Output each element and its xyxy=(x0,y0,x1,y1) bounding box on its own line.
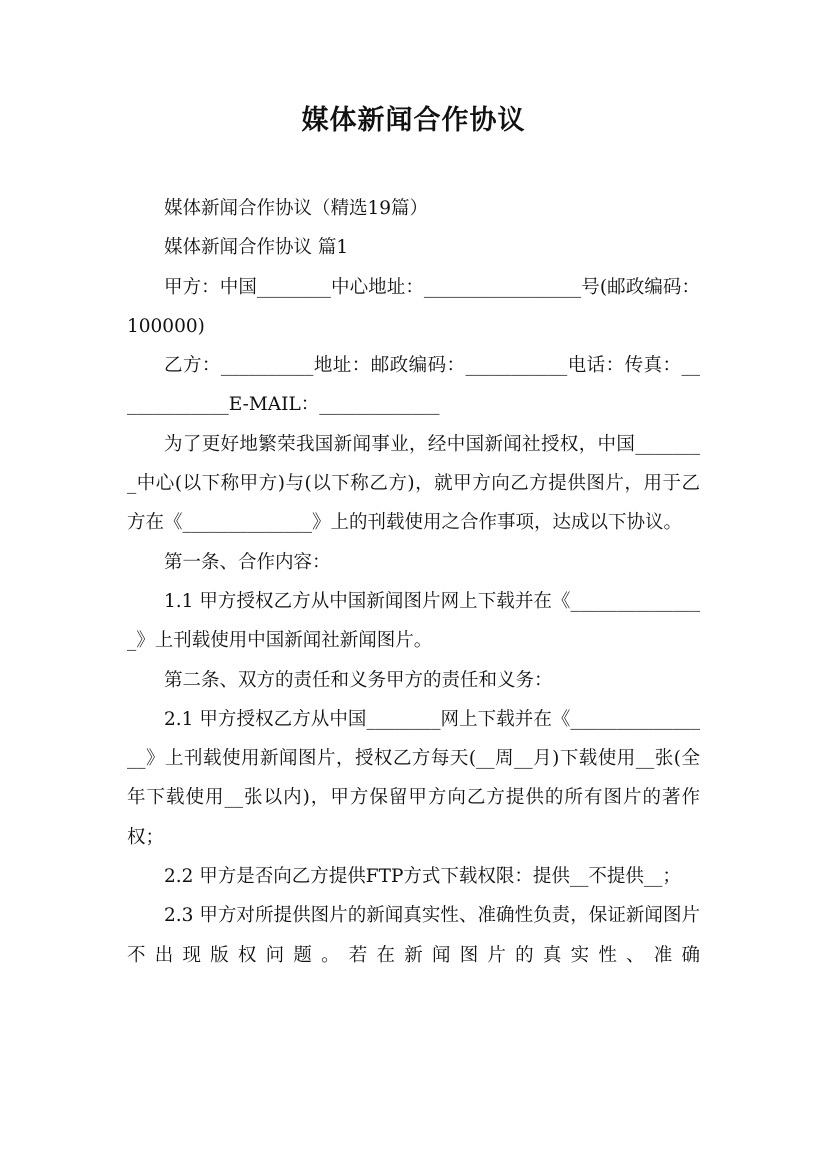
paragraph-clause-2-1: 2.1 甲方授权乙方从中国________网上下载并在《________________》上刊载使用新闻图片，授权乙方每天(__周__月)下载使用__张(全年下载使用__张以内)，甲方保留甲方向乙方提供的所有图片的著作权； xyxy=(127,708,700,848)
paragraph-clause-2-3: 2.3 甲方对所提供图片的新闻真实性、准确性负责，保证新闻图片不出现版权问题。若在新闻图片的真实性、准确 xyxy=(127,905,700,966)
document-body xyxy=(127,189,700,975)
paragraph-party-a: 甲方：中国________中心地址：_________________号(邮政编码：100000) xyxy=(127,276,700,337)
paragraph-clause-2-2: 2.2 甲方是否向乙方提供FTP方式下载权限：提供__不提供__； xyxy=(164,866,681,888)
paragraph-subtitle: 媒体新闻合作协议（精选19篇） xyxy=(164,198,429,219)
document-title: 媒体新闻合作协议 xyxy=(301,105,526,136)
paragraph-article-2: 第二条、双方的责任和义务甲方的责任和义务： xyxy=(164,669,553,691)
paragraph-section-heading: 媒体新闻合作协议 篇1 xyxy=(164,237,349,259)
paragraph-party-b: 乙方：__________地址：邮政编码：___________电话：传真：_____________E-MAIL：_____________ xyxy=(127,355,700,416)
paragraph-preamble: 为了更好地繁荣我国新闻事业，经中国新闻社授权，中国________中心(以下称甲方)与(以下称乙方)，就甲方向乙方提供图片，用于乙方在《______________》上的刊载使用之合作事项，达成以下协议。 xyxy=(127,433,700,534)
paragraph-article-1: 第一条、合作内容： xyxy=(164,551,331,573)
paragraph-clause-1-1: 1.1 甲方授权乙方从中国新闻图片网上下载并在《_______________》上刊载使用中国新闻社新闻图片。 xyxy=(127,590,700,652)
